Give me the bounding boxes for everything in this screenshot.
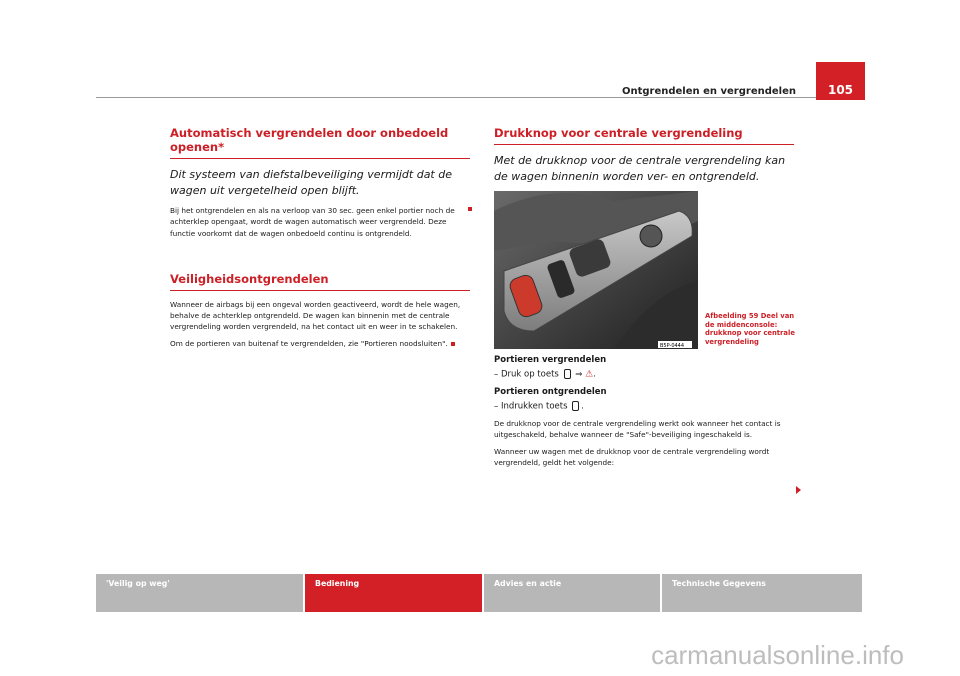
section-body-safety-unlock-1: Wanneer de airbags bij een ongeval worden geactiveerd, wordt de hele wagen, behalve de achterklep ontgrendeld. De wagen kan binnenin met de centrale vergrendeling worden vergrendeld, na het contact uit en weer in te schakelen. <box>170 299 461 332</box>
section-body-safety-unlock-2-text: Om de portieren van buitenaf te vergrendelden, zie "Portieren noodsluiten". <box>170 338 448 348</box>
page-number: 105 <box>816 62 865 100</box>
lock-title: Portieren vergrendelen <box>494 355 607 365</box>
section-title-auto-lock: Automatisch vergrendelen door onbedoeld openen* <box>170 126 470 159</box>
section-title-safety-unlock: Veiligheidsontgrendelen <box>170 272 470 291</box>
continue-arrow-icon <box>796 486 801 494</box>
lock-key-icon <box>564 369 571 379</box>
right-column <box>494 126 794 473</box>
central-lock-body-1: De drukknop voor de centrale vergrendeling werkt ook wanneer het contact is uitgeschakeld, behalve wanneer de "Safe"-beveiliging ingeschakeld is. <box>494 419 781 440</box>
page-header-title: Ontgrendelen en vergrendelen <box>621 86 796 97</box>
section-body-safety-unlock-2 <box>170 338 470 349</box>
warning-icon: ⚠ <box>585 369 594 380</box>
section-intro-auto-lock: Dit systeem van diefstalbeveiliging vermijdt dat de wagen uit vergetelheid open blijft. <box>170 168 452 197</box>
tab-advies-en-actie[interactable]: Advies en actie <box>484 574 660 612</box>
figure-caption: Afbeelding 59 Deel van de middenconsole: drukknop voor centrale vergrendeling <box>705 312 795 346</box>
center-console-figure <box>494 191 698 349</box>
unlock-title: Portieren ontgrendelen <box>494 386 607 397</box>
end-of-section-mark <box>451 342 455 346</box>
figure-code: B5P-0444 <box>660 343 685 349</box>
unlock-step <box>494 401 794 412</box>
watermark: carmanualsonline.info <box>651 640 904 670</box>
header-rule <box>96 97 816 98</box>
section-intro-central-lock: Met de drukknop voor de centrale vergrendeling kan de wagen binnenin worden ver- en ontgrendeld. <box>494 154 786 183</box>
tab-bediening[interactable]: Bediening <box>305 574 482 612</box>
lock-step-arrow: ⇒ <box>575 369 583 380</box>
tab-veilig-op-weg[interactable]: 'Veilig op weg' <box>96 574 303 612</box>
unlock-step-end: . <box>581 401 584 411</box>
center-console-illustration <box>494 191 698 349</box>
left-column <box>170 126 543 354</box>
end-of-section-mark <box>468 207 472 211</box>
unlock-key-icon <box>572 401 579 411</box>
footer-nav <box>96 574 864 612</box>
central-lock-body-2: Wanneer uw wagen met de drukknop voor de centrale vergrendeling wordt vergrendeld, geldt het volgende: <box>494 446 770 467</box>
lock-step-text: – Druk op toets <box>494 369 559 380</box>
tab-technische-gegevens[interactable]: Technische Gegevens <box>662 574 862 612</box>
unlock-step-text: – Indrukken toets <box>494 401 568 411</box>
section-body-auto-lock: Bij het ontgrendelen en als na verloop van 30 sec. geen enkel portier noch de achterklep opengaat, wordt de wagen automatisch weer vergrendeld. Deze functie voorkomt dat de wagen onbedoeld continu is ontgrendeld. <box>170 206 455 238</box>
lock-step: – Druk op toets ⇒ ⚠. <box>494 369 596 380</box>
section-title-central-lock: Drukknop voor centrale vergrendeling <box>494 126 794 145</box>
